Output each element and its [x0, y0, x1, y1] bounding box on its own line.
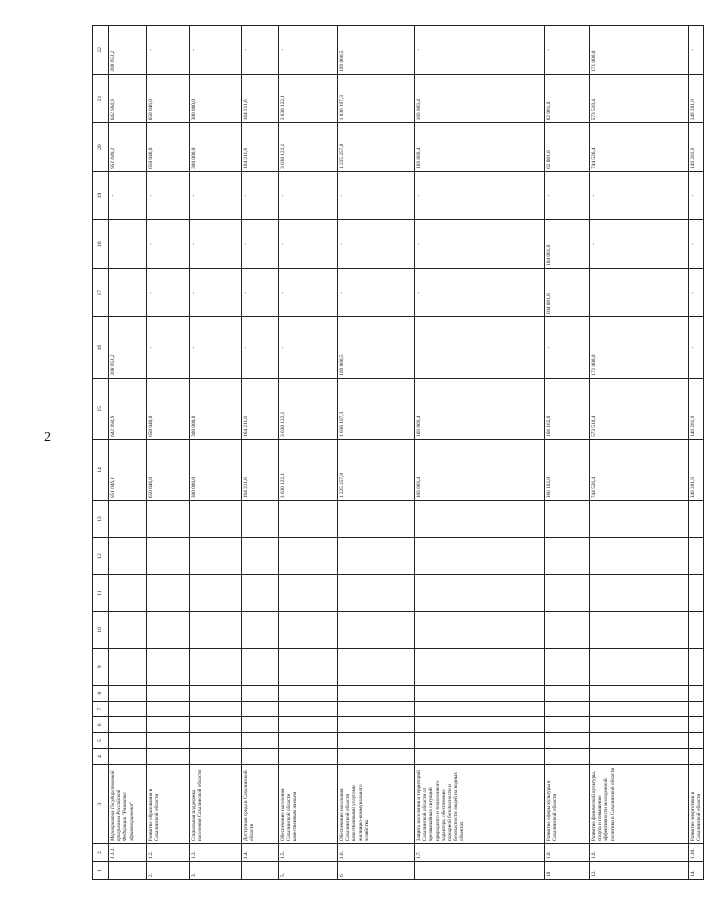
empty-cell [147, 501, 190, 538]
empty-cell [242, 733, 279, 749]
empty-cell [689, 733, 704, 749]
empty-cell [279, 701, 338, 717]
empty-cell [415, 749, 545, 765]
empty-cell [545, 501, 590, 538]
empty-cell [545, 538, 590, 575]
empty-cell [109, 538, 147, 575]
empty-cell [545, 733, 590, 749]
amount-cell [590, 268, 689, 317]
empty-cell [590, 701, 689, 717]
empty-cell [590, 717, 689, 733]
col-header: 22 [93, 26, 109, 75]
amount-cell: 169 869,4 [415, 378, 545, 439]
empty-cell [147, 648, 190, 685]
header-row [93, 26, 109, 880]
empty-cell [242, 749, 279, 765]
program-name-cell: Социальная поддержка населения Сахалинской области [190, 764, 242, 843]
amount-cell: 300 000,0 [190, 439, 242, 500]
amount-cell: - [190, 171, 242, 220]
amount-cell: 300 000,0 [190, 378, 242, 439]
amount-cell: - [190, 317, 242, 378]
empty-cell [415, 611, 545, 648]
empty-cell [689, 717, 704, 733]
empty-cell [338, 575, 415, 612]
empty-cell [190, 611, 242, 648]
amount-cell: 573 518,4 [590, 74, 689, 123]
empty-cell [545, 717, 590, 733]
program-name-cell: Обеспечение населения Сахалинской области качественным жильем [279, 764, 338, 843]
amount-cell: 642 994,9 [109, 74, 147, 123]
empty-cell [545, 749, 590, 765]
empty-cell [279, 611, 338, 648]
col-header: 10 [93, 611, 109, 648]
row-number-cell: 14. [689, 862, 704, 880]
amount-cell: 308 051,2 [109, 317, 147, 378]
amount-cell: - [242, 220, 279, 269]
amount-cell: 166 162,0 [545, 439, 590, 500]
amount-cell [415, 317, 545, 378]
amount-cell: 3 630 122,1 [279, 123, 338, 172]
empty-cell [338, 701, 415, 717]
amount-cell: 3 630 122,1 [279, 439, 338, 500]
amount-cell: - [689, 268, 704, 317]
col-header: 17 [93, 268, 109, 317]
amount-cell: - [689, 220, 704, 269]
row-number-cell: 5. [279, 862, 338, 880]
empty-cell [242, 575, 279, 612]
empty-cell [279, 749, 338, 765]
amount-cell: 171 008,0 [590, 26, 689, 75]
empty-cell [338, 538, 415, 575]
empty-cell [109, 611, 147, 648]
amount-cell: - [415, 220, 545, 269]
col-header: 13 [93, 501, 109, 538]
row-number-cell: 1.8. [545, 844, 590, 862]
amount-cell: - [415, 26, 545, 75]
row-number-cell: 1.10. [689, 844, 704, 862]
empty-cell [190, 648, 242, 685]
amount-cell: 166 162,0 [545, 378, 590, 439]
row-number-cell: 1.7. [415, 844, 545, 862]
empty-cell [415, 575, 545, 612]
col-header: 4 [93, 749, 109, 765]
empty-cell [279, 685, 338, 701]
empty-cell [590, 648, 689, 685]
col-header: 14 [93, 439, 109, 500]
amount-cell: - [338, 171, 415, 220]
amount-cell: 951 046,1 [109, 439, 147, 500]
col-header: 15 [93, 378, 109, 439]
amount-cell: 650 046,0 [147, 123, 190, 172]
empty-cell [545, 575, 590, 612]
empty-cell [242, 538, 279, 575]
col-header: 5 [93, 733, 109, 749]
col-header: 1 [93, 862, 109, 880]
amount-cell [109, 268, 147, 317]
empty-cell [190, 501, 242, 538]
amount-cell: 744 526,4 [590, 439, 689, 500]
empty-cell [338, 749, 415, 765]
amount-cell: - [190, 268, 242, 317]
amount-cell: - [190, 26, 242, 75]
program-name-cell: Развитие образования в Сахалинской области [147, 764, 190, 843]
amount-cell: - [279, 268, 338, 317]
empty-cell [338, 685, 415, 701]
amount-cell: 308 051,2 [109, 26, 147, 75]
row-number-cell [242, 862, 279, 880]
amount-cell: - [242, 317, 279, 378]
amount-cell: 573 518,4 [590, 378, 689, 439]
table-body [109, 26, 704, 880]
empty-cell [415, 648, 545, 685]
col-header: 8 [93, 685, 109, 701]
amount-cell: 300 000,0 [190, 74, 242, 123]
amount-cell: 951 046,1 [109, 123, 147, 172]
empty-cell [415, 501, 545, 538]
empty-cell [190, 538, 242, 575]
amount-cell: 149 281,9 [689, 74, 704, 123]
empty-cell [590, 749, 689, 765]
amount-cell: - [689, 171, 704, 220]
empty-cell [109, 733, 147, 749]
row-number-cell: 1.5. [279, 844, 338, 862]
empty-cell [242, 685, 279, 701]
empty-cell [590, 575, 689, 612]
col-header: 18 [93, 220, 109, 269]
amount-cell: 149 281,9 [689, 123, 704, 172]
amount-cell: - [242, 26, 279, 75]
empty-cell [190, 575, 242, 612]
empty-cell [415, 733, 545, 749]
col-header: 12 [93, 538, 109, 575]
empty-cell [279, 733, 338, 749]
budget-table [92, 25, 704, 880]
row-number-cell: 2. [147, 862, 190, 880]
row-number-cell: 6 [338, 862, 415, 880]
empty-cell [242, 717, 279, 733]
row-number-cell: 1.4. [242, 844, 279, 862]
empty-cell [147, 575, 190, 612]
empty-cell [545, 648, 590, 685]
empty-cell [689, 501, 704, 538]
table-row [190, 26, 242, 880]
amount-cell: - [147, 171, 190, 220]
amount-cell: - [545, 317, 590, 378]
amount-cell: 300 000,0 [190, 123, 242, 172]
empty-cell [279, 538, 338, 575]
amount-cell: - [545, 26, 590, 75]
row-number-cell: 10 [545, 862, 590, 880]
empty-cell [338, 501, 415, 538]
amount-cell: - [415, 171, 545, 220]
page-number: 2 [44, 430, 51, 445]
empty-cell [242, 501, 279, 538]
amount-cell: - [590, 220, 689, 269]
row-number-cell: 3. [190, 862, 242, 880]
table-row [279, 26, 338, 880]
row-number-cell: 1.9. [590, 844, 689, 862]
amount-cell: - [147, 317, 190, 378]
empty-cell [590, 733, 689, 749]
amount-cell: - [279, 220, 338, 269]
empty-cell [109, 749, 147, 765]
amount-cell: - [147, 26, 190, 75]
empty-cell [689, 538, 704, 575]
row-number-cell [109, 862, 147, 880]
empty-cell [147, 717, 190, 733]
empty-cell [279, 648, 338, 685]
col-header: 9 [93, 648, 109, 685]
program-name-cell: Защита населения и территорий Сахалинской области от чрезвычайных ситуаций природного и техногенного характера, обеспечение пожарной безопасности и безопасности людей на водных объектах [415, 764, 545, 843]
empty-cell [590, 611, 689, 648]
amount-cell: - [545, 171, 590, 220]
amount-cell: 1 225 257,8 [338, 439, 415, 500]
amount-cell: - [190, 220, 242, 269]
amount-cell: - [689, 317, 704, 378]
empty-cell [109, 717, 147, 733]
empty-cell [242, 648, 279, 685]
row-number-cell: 12. [590, 862, 689, 880]
table-row [689, 26, 704, 880]
amount-cell: 164 211,6 [242, 378, 279, 439]
amount-cell: - [590, 171, 689, 220]
empty-cell [689, 701, 704, 717]
empty-cell [190, 717, 242, 733]
col-header: 6 [93, 717, 109, 733]
empty-cell [338, 733, 415, 749]
empty-cell [689, 611, 704, 648]
amount-cell: - [109, 171, 147, 220]
empty-cell [415, 685, 545, 701]
amount-cell: 169 869,4 [415, 123, 545, 172]
amount-cell: - [338, 220, 415, 269]
amount-cell: 650 046,0 [147, 378, 190, 439]
program-name-cell: Развитие энергетики в Сахалинской области [689, 764, 704, 843]
col-header: 20 [93, 123, 109, 172]
col-header: 19 [93, 171, 109, 220]
empty-cell [279, 575, 338, 612]
amount-cell: - [415, 268, 545, 317]
amount-cell: 3 630 122,1 [279, 74, 338, 123]
empty-cell [545, 611, 590, 648]
amount-cell: 1 036 197,3 [338, 74, 415, 123]
empty-cell [545, 685, 590, 701]
empty-cell [109, 685, 147, 701]
empty-cell [147, 685, 190, 701]
empty-cell [689, 749, 704, 765]
empty-cell [279, 501, 338, 538]
row-number-cell: 1.6. [338, 844, 415, 862]
amount-cell: - [338, 268, 415, 317]
program-name-cell: Обеспечение населения Сахалинской области качественными услугами жилищно-коммунального хозяйства [338, 764, 415, 843]
amount-cell: 62 081,0 [545, 74, 590, 123]
amount-cell: 164 211,6 [242, 439, 279, 500]
amount-cell: 149 281,9 [689, 378, 704, 439]
empty-cell [190, 685, 242, 701]
amount-cell: 149 281,9 [689, 439, 704, 500]
col-header: 2 [93, 844, 109, 862]
table-row [147, 26, 190, 880]
row-number-cell: 1.3. [190, 844, 242, 862]
table-row [415, 26, 545, 880]
empty-cell [338, 611, 415, 648]
empty-cell [190, 733, 242, 749]
rotated-table-wrapper [92, 25, 703, 880]
program-name-cell: Развитие сферы культуры в Сахалинской области [545, 764, 590, 843]
amount-cell: 169 869,4 [415, 74, 545, 123]
amount-cell: - [279, 171, 338, 220]
amount-cell: 744 526,4 [590, 123, 689, 172]
empty-cell [590, 538, 689, 575]
row-number-cell [415, 862, 545, 880]
amount-cell: 650 046,0 [147, 74, 190, 123]
row-number-cell: 1.2. [147, 844, 190, 862]
amount-cell: - [242, 171, 279, 220]
empty-cell [242, 611, 279, 648]
empty-cell [109, 575, 147, 612]
program-name-cell: Мероприятия Государственной программы Российской Федерации "Развитие здравоохранения" [109, 764, 147, 843]
empty-cell [147, 733, 190, 749]
amount-cell: 1 036 197,3 [338, 378, 415, 439]
col-header: 7 [93, 701, 109, 717]
empty-cell [590, 501, 689, 538]
col-header: 3 [93, 764, 109, 843]
amount-cell: - [147, 268, 190, 317]
table-row [590, 26, 689, 880]
empty-cell [590, 685, 689, 701]
col-header: 21 [93, 74, 109, 123]
empty-cell [279, 717, 338, 733]
empty-cell [242, 701, 279, 717]
empty-cell [147, 749, 190, 765]
empty-cell [109, 701, 147, 717]
empty-cell [147, 611, 190, 648]
amount-cell: 164 211,6 [242, 123, 279, 172]
amount-cell: 642 994,9 [109, 378, 147, 439]
empty-cell [415, 538, 545, 575]
empty-cell [338, 717, 415, 733]
program-name-cell: Доступная среда в Сахалинской области [242, 764, 279, 843]
table-row [338, 26, 415, 880]
table-row [545, 26, 590, 880]
row-number-cell: 1.1.1. [109, 844, 147, 862]
program-name-cell: Развитие физической культуры, спорта и повышение эффективности молодежной политики в Сахалинской области [590, 764, 689, 843]
amount-cell: 3 630 122,1 [279, 378, 338, 439]
empty-cell [147, 701, 190, 717]
empty-cell [109, 648, 147, 685]
empty-cell [190, 701, 242, 717]
amount-cell: 650 046,0 [147, 439, 190, 500]
amount-cell: - [279, 317, 338, 378]
amount-cell: 104 081,0 [545, 268, 590, 317]
empty-cell [338, 648, 415, 685]
table-row [242, 26, 279, 880]
amount-cell: 189 060,5 [338, 317, 415, 378]
empty-cell [415, 717, 545, 733]
amount-cell: - [689, 26, 704, 75]
amount-cell: 189 060,5 [338, 26, 415, 75]
empty-cell [689, 575, 704, 612]
amount-cell: - [242, 268, 279, 317]
col-header: 11 [93, 575, 109, 612]
empty-cell [190, 749, 242, 765]
amount-cell: 104 081,0 [545, 220, 590, 269]
empty-cell [147, 538, 190, 575]
col-header: 16 [93, 317, 109, 378]
amount-cell: - [279, 26, 338, 75]
amount-cell: - [147, 220, 190, 269]
empty-cell [545, 701, 590, 717]
amount-cell: 62 081,0 [545, 123, 590, 172]
table-row [109, 26, 147, 880]
amount-cell: 1 225 257,8 [338, 123, 415, 172]
amount-cell: 164 211,6 [242, 74, 279, 123]
empty-cell [689, 685, 704, 701]
amount-cell: 169 869,4 [415, 439, 545, 500]
empty-cell [415, 701, 545, 717]
empty-cell [109, 501, 147, 538]
amount-cell [109, 220, 147, 269]
amount-cell: 171 008,0 [590, 317, 689, 378]
empty-cell [689, 648, 704, 685]
